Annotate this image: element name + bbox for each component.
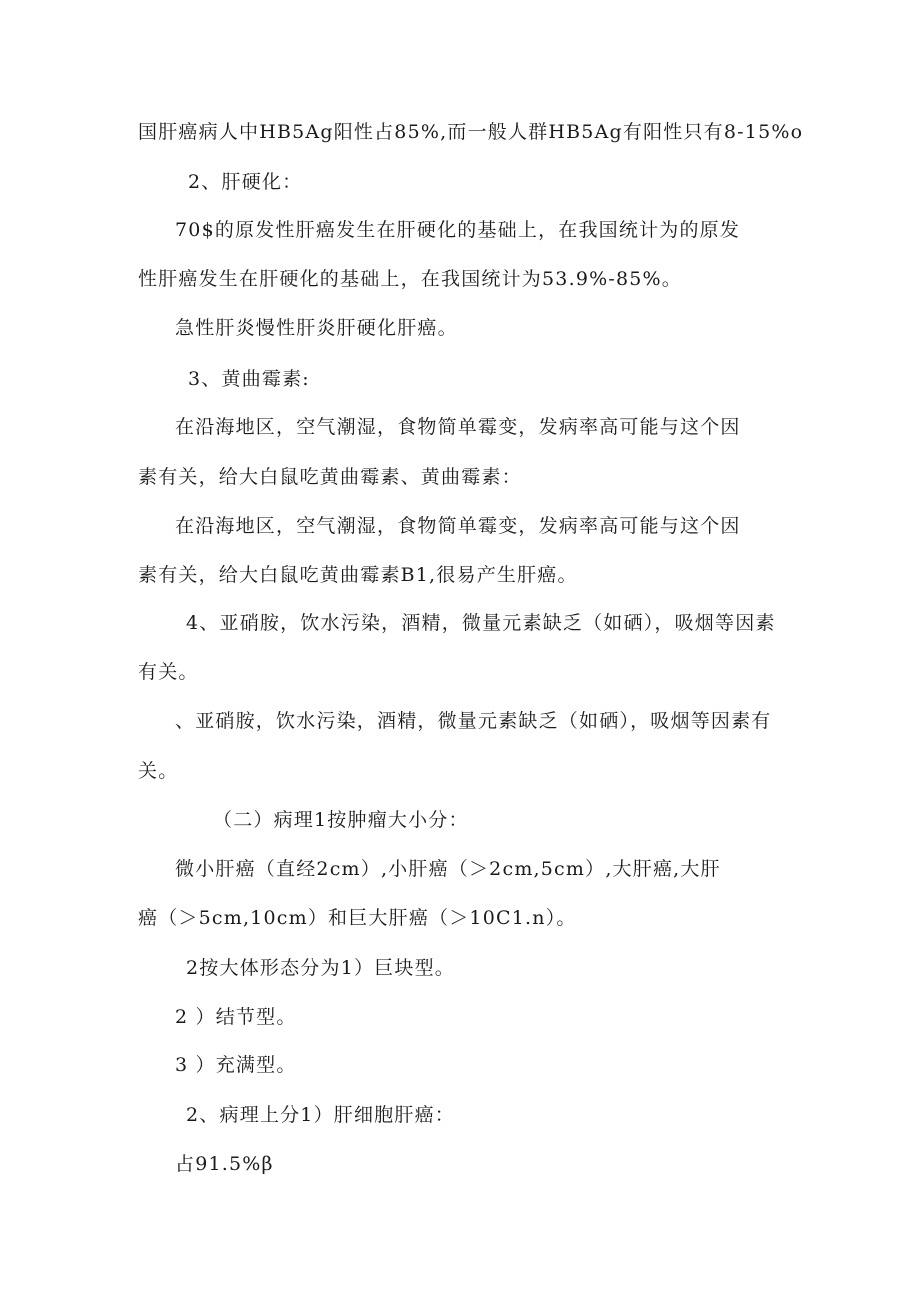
text-line: 性肝癌发生在肝硬化的基础上，在我国统计为53.9%-85%。 <box>138 268 683 290</box>
text-line: 占91.5%β <box>175 1153 274 1175</box>
text-line: 素有关，给大白鼠吃黄曲霉素、黄曲霉素： <box>138 466 522 488</box>
text-line: 微小肝癌（直经2cm）,小肝癌（＞2cm,5cm）,大肝癌,大肝 <box>175 858 721 880</box>
text-line: 关。 <box>138 760 179 782</box>
section-heading: 3、黄曲霉素: <box>188 368 310 390</box>
list-item: 3 ）充满型。 <box>175 1054 297 1076</box>
text-line: 有关。 <box>138 661 199 683</box>
text-line: 、亚硝胺，饮水污染，酒精，微量元素缺乏（如硒），吸烟等因素有 <box>175 710 772 732</box>
section-heading: 4、亚硝胺，饮水污染，酒精，微量元素缺乏（如硒），吸烟等因素 <box>186 612 776 634</box>
text-line: 国肝癌病人中HB5Ag阳性占85%,而一般人群HB5Ag有阳性只有8-15%o <box>138 121 804 143</box>
text-line: 2按大体形态分为1）巨块型。 <box>186 957 455 979</box>
text-line: 在沿海地区，空气潮湿，食物简单霉变，发病率高可能与这个因 <box>175 416 741 438</box>
list-item: 2 ）结节型。 <box>175 1006 297 1028</box>
text-line: 素有关，给大白鼠吃黄曲霉素B1,很易产生肝癌。 <box>138 564 578 586</box>
text-line: 2、病理上分1）肝细胞肝癌： <box>186 1104 455 1126</box>
section-heading: 2、肝硬化： <box>188 171 303 193</box>
text-line: 急性肝炎慢性肝炎肝硬化肝癌。 <box>175 317 458 339</box>
section-heading: （二）病理1按肿瘤大小分： <box>213 809 469 831</box>
text-line: 在沿海地区，空气潮湿，食物简单霉变，发病率高可能与这个因 <box>175 515 741 537</box>
text-line: 70$的原发性肝癌发生在肝硬化的基础上，在我国统计为的原发 <box>175 219 741 241</box>
text-line: 癌（＞5cm,10cm）和巨大肝癌（＞10C1.n）。 <box>138 907 577 929</box>
